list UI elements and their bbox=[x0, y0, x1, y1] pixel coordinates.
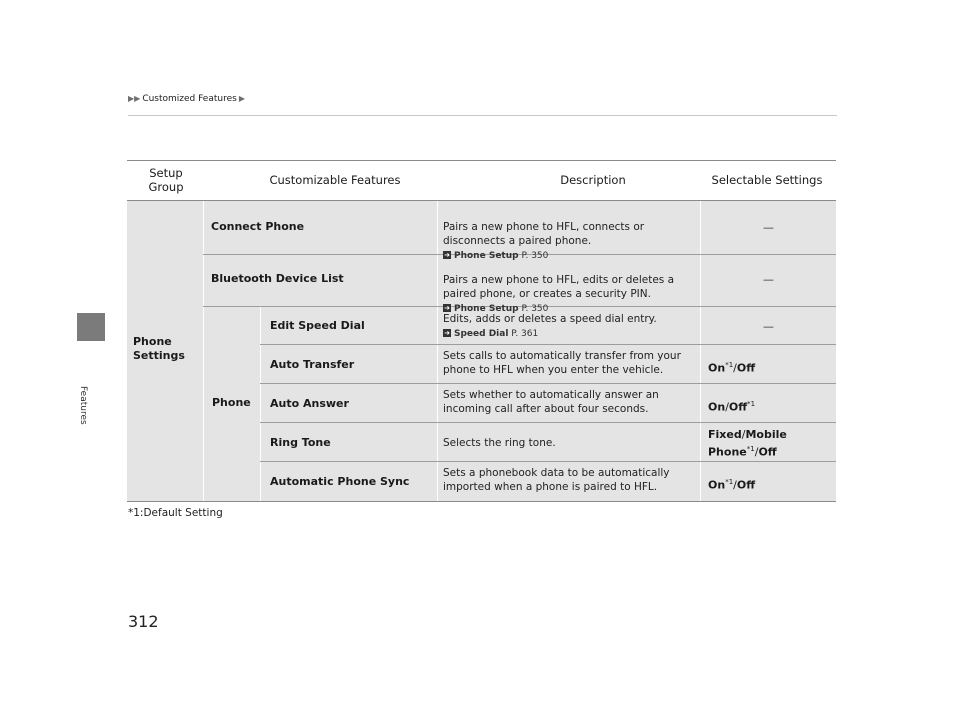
row-divider bbox=[260, 422, 836, 423]
page-number: 312 bbox=[128, 612, 159, 631]
feature-ring-tone: Ring Tone bbox=[270, 436, 331, 449]
table-header bbox=[127, 160, 836, 201]
column-divider bbox=[260, 307, 261, 501]
feature-auto-transfer: Auto Transfer bbox=[270, 358, 355, 371]
breadcrumb bbox=[128, 94, 245, 104]
setting-edit-speed-dial: — bbox=[763, 320, 774, 333]
reference-arrow-icon: ➜ bbox=[444, 251, 450, 259]
table-body bbox=[127, 201, 836, 502]
setting-bluetooth-device-list: — bbox=[763, 273, 774, 286]
breadcrumb-section[interactable]: Customized Features bbox=[142, 94, 237, 104]
breadcrumb-arrow-icon: ▶ bbox=[238, 94, 245, 103]
settings-table bbox=[127, 160, 836, 502]
description-auto-transfer: Sets calls to automatically transfer from your phone to HFL when you enter the vehicle. bbox=[443, 350, 681, 376]
row-divider bbox=[260, 344, 836, 345]
description-auto-answer: Sets whether to automatically answer an incoming call after about four seconds. bbox=[443, 389, 659, 415]
description-ring-tone: Selects the ring tone. bbox=[443, 437, 556, 449]
row-divider bbox=[260, 383, 836, 384]
breadcrumb-arrow-icon: ▶▶ bbox=[128, 94, 141, 103]
column-divider bbox=[203, 201, 204, 501]
setting-auto-answer: On/Off$^{*1}$ bbox=[708, 400, 756, 414]
feature-connect-phone: Connect Phone bbox=[211, 220, 305, 233]
page-reference-link[interactable]: ➜ Phone Setup P. 350 bbox=[444, 251, 549, 261]
reference-arrow-icon: ➜ bbox=[444, 329, 450, 337]
header-setup-group: Setup Group bbox=[148, 166, 184, 194]
setting-connect-phone: — bbox=[763, 221, 774, 234]
chapter-tab[interactable] bbox=[77, 313, 105, 341]
description-connect-phone: Pairs a new phone to HFL, connects or disconnects a paired phone. ➜ Phone Setup P. 350 bbox=[443, 206, 697, 277]
setting-auto-transfer: On$^{*1}$/Off bbox=[708, 361, 756, 375]
header-customizable-features: Customizable Features bbox=[269, 173, 401, 187]
feature-auto-answer: Auto Answer bbox=[270, 397, 349, 410]
feature-automatic-phone-sync: Automatic Phone Sync bbox=[270, 475, 410, 488]
description-automatic-phone-sync: Sets a phonebook data to be automatically imported when a phone is paired to HFL. bbox=[443, 467, 670, 493]
page-reference-link[interactable]: ➜ Phone Setup P. 350 bbox=[444, 304, 549, 314]
subgroup-phone: Phone bbox=[212, 396, 251, 409]
description-bluetooth-device-list: Pairs a new phone to HFL, edits or deletes a paired phone, or creates a security PIN. ➜ Phone Setup P. 350 bbox=[443, 259, 697, 330]
footnote-default-setting: *1:Default Setting bbox=[128, 507, 223, 519]
setting-automatic-phone-sync: On$^{*1}$/Off bbox=[708, 478, 756, 492]
group-phone-settings: Phone Settings bbox=[133, 335, 185, 362]
header-selectable-settings: Selectable Settings bbox=[711, 173, 823, 187]
header-description: Description bbox=[560, 173, 626, 187]
feature-bluetooth-device-list: Bluetooth Device List bbox=[211, 272, 344, 285]
column-divider bbox=[437, 201, 438, 501]
column-divider bbox=[700, 201, 701, 501]
feature-edit-speed-dial: Edit Speed Dial bbox=[270, 319, 365, 332]
description-edit-speed-dial: Edits, adds or deletes a speed dial entry. ➜ Speed Dial P. 361 bbox=[443, 312, 697, 341]
page-reference-link[interactable]: ➜ Speed Dial P. 361 bbox=[444, 329, 539, 339]
header-divider bbox=[128, 115, 837, 116]
row-divider bbox=[260, 461, 836, 462]
reference-arrow-icon: ➜ bbox=[444, 304, 450, 312]
chapter-tab-label: Features bbox=[78, 386, 88, 425]
setting-ring-tone: Fixed/Mobile Phone$^{*1}$/Off bbox=[708, 428, 787, 459]
